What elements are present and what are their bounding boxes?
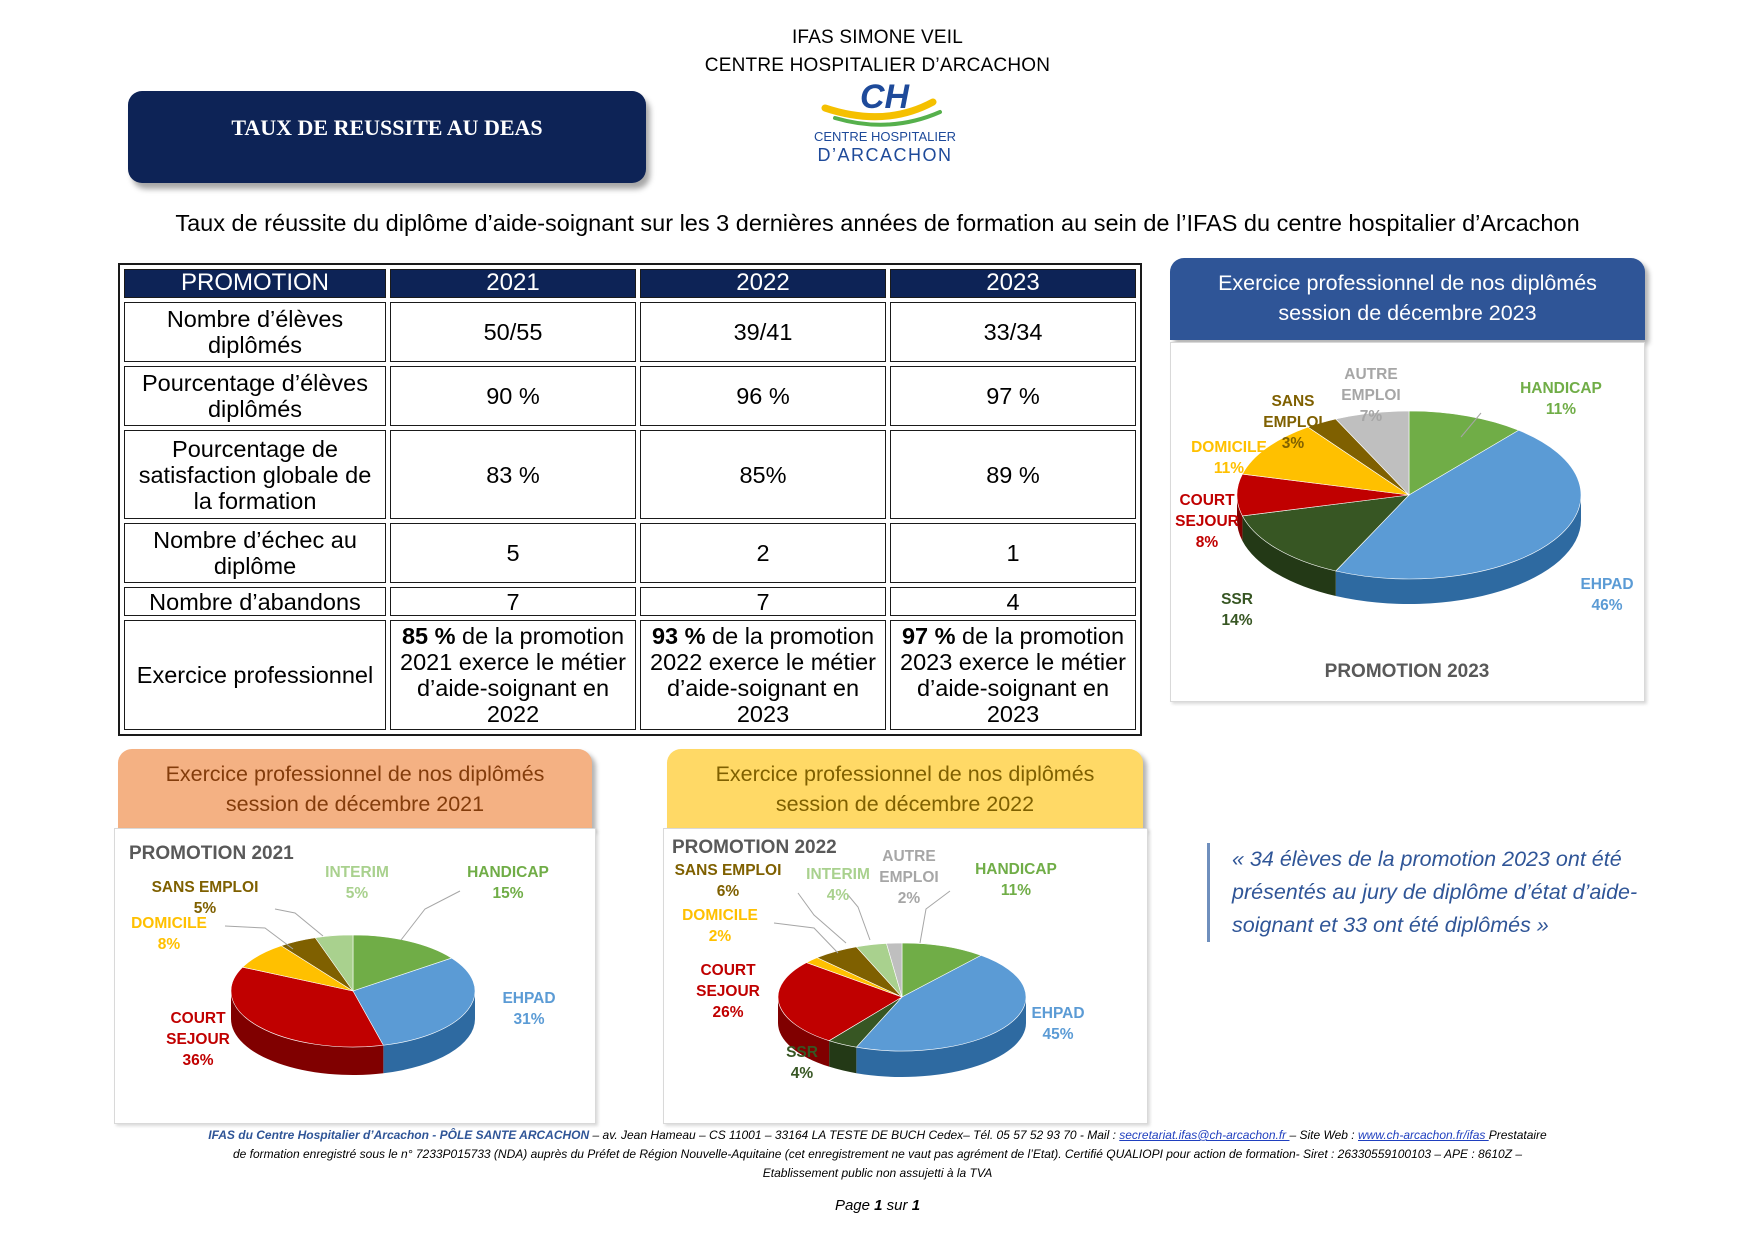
slice-label: EMPLOI [1263,414,1323,431]
slice-label: DOMICILE [131,915,207,932]
slice-label: HANDICAP [1520,380,1602,397]
slice-label: COURT [700,962,756,979]
footer-address: – av. Jean Hameau – CS 11001 – 33164 LA TESTE DE BUCH Cedex– Tél. 05 57 52 93 70 - Mail : [589,1128,1120,1142]
page-number [0,1197,1755,1214]
chart-2021 [115,829,595,1123]
table-cell: 90 % [390,366,636,426]
row-label: Pourcentage d’élèves diplômés [124,366,386,426]
leader-line [275,909,323,936]
slice-value: 3% [1281,435,1305,452]
slice-label: SEJOUR [696,983,760,1000]
header-line-1: IFAS SIMONE VEIL [791,27,964,48]
slice-value: 45% [1042,1026,1074,1043]
results-table [118,263,1142,736]
row-label: Pourcentage de satisfaction globale de la formation [124,430,386,519]
table-cell: 33/34 [890,302,1136,362]
row-label: Nombre d’abandons [124,587,386,616]
table-row [124,366,1136,426]
slice-value: 5% [345,885,369,902]
slice-label: EHPAD [1580,576,1634,593]
footer-line1-tail: Prestataire [1488,1128,1547,1142]
table-row [124,302,1136,362]
table-cell: 85% [640,430,886,519]
page-middle: sur [882,1197,912,1214]
slice-label: SANS [1271,393,1315,410]
logo-text-2: D’ARCACHON [817,145,953,165]
leader-line [920,891,950,943]
page-current: 1 [874,1197,883,1214]
exercice-text: de la promotion 2021 exerce le métier d’aide-soignant en 2022 [400,623,626,728]
row-label: Exercice professionnel [124,620,386,730]
slice-label: DOMICILE [682,907,758,924]
badge-2022-line-1: Exercice professionnel de nos diplômés [715,762,1095,786]
slice-label: SANS EMPLOI [674,862,782,879]
slice-value: 8% [157,936,181,953]
quote-block: « 34 élèves de la promotion 2023 ont été présentés au jury de diplôme d’état d’aide-soignant et 33 ont été diplômés » [1207,843,1672,942]
chart-2022-frame [663,828,1148,1124]
slice-value: 36% [182,1052,214,1069]
slice-value: 4% [790,1065,814,1082]
header-cell-promotion: PROMOTION [124,269,386,298]
table-row [124,587,1136,616]
footer-line-1 [120,1126,1635,1144]
slice-label: DOMICILE [1191,439,1267,456]
table-cell: 89 % [890,430,1136,519]
table-header-row [124,269,1136,298]
slice-label: SSR [786,1044,818,1061]
hospital-logo [805,78,965,170]
table-cell: 97 % [890,366,1136,426]
chart-2023 [1171,343,1644,701]
slice-label: SEJOUR [1175,513,1239,530]
exercice-percent: 97 % [901,623,956,650]
slice-value: 2% [708,928,732,945]
badge-2023 [1170,258,1645,340]
slice-value: 31% [513,1011,545,1028]
slice-value: 4% [826,887,850,904]
badge-2022 [667,749,1143,829]
table-cell: 39/41 [640,302,886,362]
slice-label: AUTRE [882,848,936,865]
table-cell: 7 [390,587,636,616]
header-cell-2023: 2023 [890,269,1136,298]
row-label: Nombre d’élèves diplômés [124,302,386,362]
leader-line [401,891,460,940]
table-cell: 50/55 [390,302,636,362]
slice-label: EMPLOI [879,869,939,886]
footer-site-link[interactable]: www.ch-arcachon.fr/ifas [1357,1128,1489,1142]
exercice-text: de la promotion 2023 exerce le métier d’aide-soignant en 2023 [900,623,1126,728]
exercice-percent: 85 % [401,623,456,650]
slice-label: EHPAD [502,990,556,1007]
page-prefix: Page [834,1197,875,1214]
logo-text-1: CENTRE HOSPITALIER [813,129,957,144]
header-line-2: CENTRE HOSPITALIER D’ARCACHON [704,55,1051,76]
badge-2022-line-2: session de décembre 2022 [775,792,1035,816]
chart-2022 [664,829,1147,1123]
table-cell: 5 [390,523,636,583]
table-cell [890,620,1136,730]
slice-value: 11% [1213,460,1245,477]
chart-title: PROMOTION 2022 [672,837,837,858]
slice-value: 14% [1221,612,1253,629]
chart-title: PROMOTION 2023 [1324,661,1490,682]
slice-label: EMPLOI [1341,387,1401,404]
table-cell: 83 % [390,430,636,519]
table-cell: 7 [640,587,886,616]
slice-label: INTERIM [806,866,870,883]
slice-value: 26% [712,1004,744,1021]
table-cell: 96 % [640,366,886,426]
table-row [124,523,1136,583]
table-cell: 1 [890,523,1136,583]
footer-line-2: de formation enregistré sous le n° 7233P015733 (NDA) auprès du Préfet de Région Nouvelle-Aquitaine (cet enregistrement ne vaut pas agrément de l’Etat). Certifié QUALIOPI pour action de formation- Siret : 26330559100103 – APE : 8610Z – [232,1147,1523,1161]
exercice-percent: 93 % [651,623,706,650]
badge-2021-line-1: Exercice professionnel de nos diplômés [165,762,545,786]
slice-value: 15% [492,885,524,902]
slice-label: HANDICAP [467,864,549,881]
table-cell [390,620,636,730]
page-subtitle: Taux de réussite du diplôme d’aide-soignant sur les 3 dernières années de formation au sein de l’IFAS du centre hospitalier d’Arcachon [175,210,1580,236]
table-cell: 2 [640,523,886,583]
page-total: 1 [911,1197,921,1214]
chart-2023-frame [1170,342,1645,702]
slice-label: AUTRE [1344,366,1398,383]
slice-value: 46% [1591,597,1623,614]
footer-line-3: Etablissement public non assujetti à la TVA [762,1166,993,1180]
slice-value: 2% [897,890,921,907]
chart-title: PROMOTION 2021 [129,843,294,864]
exercice-text: de la promotion 2022 exerce le métier d’aide-soignant en 2023 [650,623,876,728]
footer-site-label: – Site Web : [1289,1128,1358,1142]
slice-value: 11% [1545,401,1577,418]
table-row-exercice [124,620,1136,730]
logo-mark: CH [860,78,910,116]
slice-label: SEJOUR [166,1031,230,1048]
title-box: TAUX DE REUSSITE AU DEAS [128,91,646,183]
row-label: Nombre d’échec au diplôme [124,523,386,583]
slice-label: EHPAD [1031,1005,1085,1022]
badge-2023-line-2: session de décembre 2023 [1278,301,1537,325]
slice-value: 11% [1000,882,1032,899]
slice-label: SANS EMPLOI [151,879,259,896]
badge-2021 [118,749,592,829]
table-cell: 4 [890,587,1136,616]
slice-value: 8% [1195,534,1219,551]
slice-label: SSR [1221,591,1253,608]
badge-2021-line-2: session de décembre 2021 [225,792,485,816]
slice-value: 7% [1359,408,1383,425]
header-cell-2022: 2022 [640,269,886,298]
table-cell [640,620,886,730]
slice-label: COURT [170,1010,226,1027]
leader-line [848,895,870,940]
slice-value: 6% [716,883,740,900]
badge-2023-line-1: Exercice professionnel de nos diplômés [1218,271,1597,295]
table-row [124,430,1136,519]
footer-org: IFAS du Centre Hospitalier d’Arcachon - PÔLE SANTE ARCACHON [208,1128,590,1142]
slice-label: HANDICAP [975,861,1057,878]
footer-mail-link[interactable]: secretariat.ifas@ch-arcachon.fr [1119,1128,1290,1142]
slice-label: COURT [1179,492,1235,509]
chart-2021-frame [114,828,596,1124]
slice-label: INTERIM [325,864,389,881]
header-cell-2021: 2021 [390,269,636,298]
slice-value: 5% [193,900,217,917]
